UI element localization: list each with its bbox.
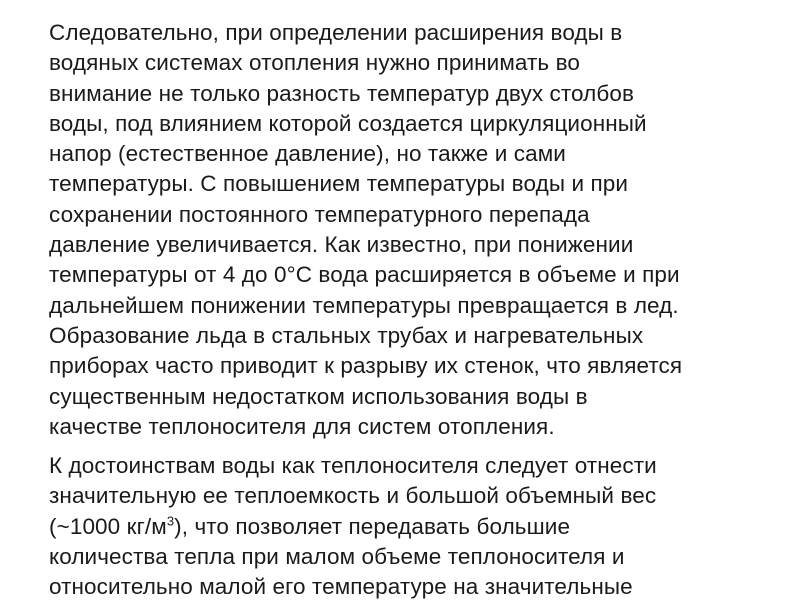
paragraph-2-line: значительную ее теплоемкость и большой объемный вес: [49, 483, 657, 509]
unit-superscript: 3: [166, 513, 175, 529]
paragraph-1-line: приборах часто приводит к разрыву их стенок, что является: [49, 353, 683, 379]
text-block: [49, 18, 755, 600]
paragraph-1-line: воды, под влиянием которой создается циркуляционный: [49, 110, 647, 136]
unit-text-before: (~1000 кг/м: [49, 513, 167, 539]
unit-text-after: ), что позволяет передавать большие: [174, 513, 571, 539]
paragraph-1-line: температуры от 4 до 0°С вода расширяется в объеме и при: [49, 262, 680, 288]
paragraph-1-line: существенным недостатком использования воды в: [49, 383, 588, 409]
paragraph-1-line: температуры. С повышением температуры воды и при: [49, 171, 629, 197]
paragraph-1-line: внимание не только разность температур двух столбов: [49, 80, 635, 106]
paragraph-2-line: количества тепла при малом объеме теплоносителя и: [49, 544, 625, 570]
paragraph-2: [49, 451, 755, 600]
paragraph-1-line: давление увеличивается. Как известно, при понижении: [49, 232, 634, 258]
paragraph-1-line: Следовательно, при определении расширения воды в: [49, 20, 623, 45]
paragraph-spacer: [49, 442, 755, 451]
paragraph-1-line: водяных системах отопления нужно принимать во: [49, 50, 580, 76]
paragraph-2-line-with-unit: [49, 512, 755, 542]
paragraph-2-line: относительно малой его температуре на значительные: [49, 574, 633, 600]
paragraph-1-line: Образование льда в стальных трубах и нагревательных: [49, 322, 644, 348]
paragraph-1: [49, 18, 755, 442]
paragraph-1-line: напор (естественное давление), но также и сами: [49, 141, 566, 167]
paragraph-1-line: сохранении постоянного температурного перепада: [49, 201, 590, 227]
paragraph-2-line: К достоинствам воды как теплоносителя следует отнести: [49, 453, 657, 479]
paragraph-1-line: дальнейшем понижении температуры превращается в лед.: [49, 292, 679, 318]
paragraph-1-line: качестве теплоносителя для систем отопления.: [49, 413, 555, 439]
